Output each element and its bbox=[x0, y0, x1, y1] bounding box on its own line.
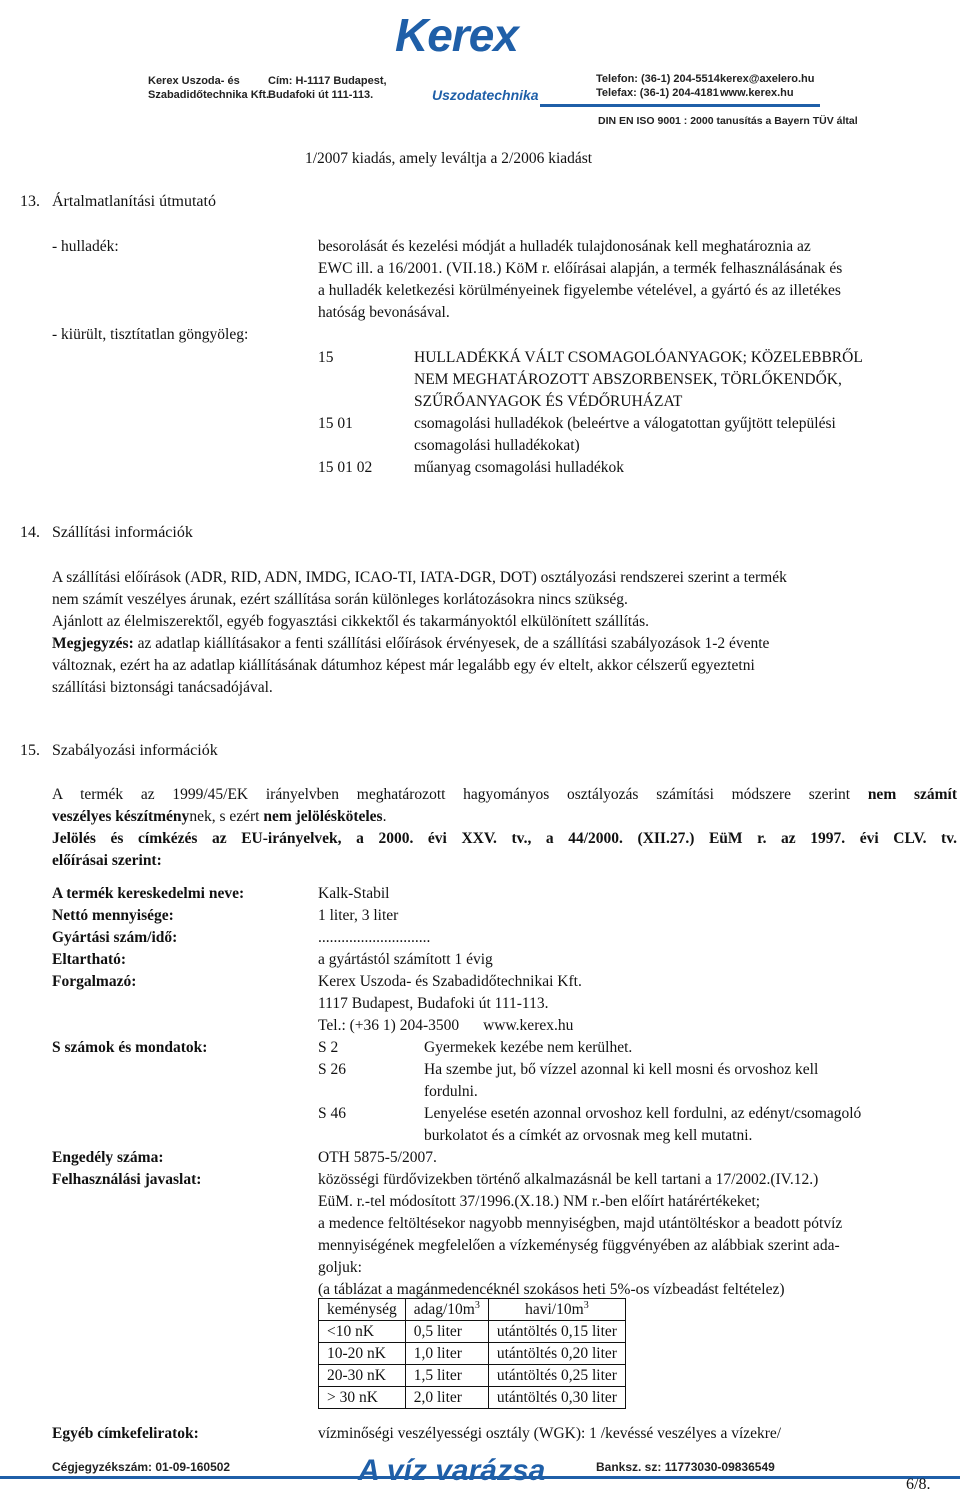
header-text: havi/10m bbox=[525, 1301, 584, 1318]
transport-line: változnak, ezért ha az adatlap kiállításának dátumhoz képest már legalább egy év eltelt, akkor célszerű egyeztetni bbox=[52, 657, 755, 674]
s-phrase-line: Lenyelése esetén azonnal orvoshoz kell fordulni, az edényt/csomagoló bbox=[424, 1105, 862, 1122]
other-label-text-value: vízminőségi veszélyességi osztály (WGK): 1 /kevéssé veszélyes a vízekre/ bbox=[318, 1425, 782, 1442]
distributor-web: www.kerex.hu bbox=[483, 1017, 574, 1034]
edition-text: 1/2007 kiadás, amely leváltja a 2/2006 kiadást bbox=[305, 150, 593, 167]
section-13-title: 13. Ártalmatlanítási útmutató bbox=[20, 193, 216, 210]
regulatory-line-2 bbox=[52, 806, 957, 828]
usage-line: (a táblázat a magánmedencéknél szokásos heti 5%-os vízbeadást feltételez) bbox=[318, 1281, 785, 1298]
transport-note bbox=[52, 633, 957, 655]
table-row bbox=[319, 1321, 626, 1343]
distributor-line: 1117 Budapest, Budafoki út 111-113. bbox=[318, 995, 549, 1012]
distributor-line: Kerex Uszoda- és Szabadidőtechnikai Kft. bbox=[318, 973, 582, 990]
iso-certification: DIN EN ISO 9001 : 2000 tanusítás a Bayern TÜV által bbox=[598, 115, 858, 127]
waste-text bbox=[318, 236, 958, 324]
packaging-label: - kiürült, tisztítatlan göngyöleg: bbox=[52, 326, 249, 343]
reg-bold: veszélyes készítmény bbox=[52, 808, 190, 825]
labeling-line-2: előírásai szerint: bbox=[52, 852, 162, 869]
table-header bbox=[405, 1299, 488, 1321]
reg-bold: nem számít bbox=[867, 786, 958, 803]
table-row bbox=[319, 1343, 626, 1365]
s-phrase-line: Ha szembe jut, bő vízzel azonnal ki kell mosni és orvoshoz kell bbox=[424, 1061, 819, 1078]
reg-text: nek, s ezért bbox=[189, 808, 264, 825]
table-cell: 10-20 nK bbox=[319, 1343, 406, 1365]
other-label-text-label: Egyéb címkefeliratok: bbox=[52, 1425, 199, 1442]
code-desc-line: NEM MEGHATÁROZOTT ABSZORBENSEK, TÖRLŐKENDŐK, bbox=[414, 371, 842, 388]
s-phrases-label: S számok és mondatok: bbox=[52, 1039, 208, 1056]
transport-text bbox=[52, 567, 957, 699]
waste-code-desc bbox=[414, 347, 959, 413]
permit-value: OTH 5875-5/2007. bbox=[318, 1149, 437, 1166]
table-header bbox=[488, 1299, 625, 1321]
header-text: adag/10m bbox=[413, 1301, 475, 1318]
company-line-2: Szabadidőtechnika Kft. bbox=[148, 89, 270, 101]
table-row bbox=[319, 1365, 626, 1387]
usage-line: közösségi fürdővizekben történő alkalmazásnál be kell tartani a 17/2002.(IV.12.) bbox=[318, 1171, 819, 1188]
waste-line: besorolását és kezelési módját a hulladék tulajdonosának kell meghatároznia az bbox=[318, 238, 811, 255]
s-phrase bbox=[424, 1059, 818, 1103]
reg-text: . bbox=[382, 808, 387, 825]
distributor-value bbox=[318, 971, 582, 1037]
s-code: S 2 bbox=[318, 1039, 339, 1056]
company-registration: Cégjegyzékszám: 01-09-160502 bbox=[52, 1460, 231, 1474]
regulatory-text bbox=[52, 784, 957, 872]
s-phrase: Gyermekek kezébe nem kerülhet. bbox=[424, 1039, 633, 1056]
table-cell: 0,5 liter bbox=[405, 1321, 488, 1343]
section-15-number: 15. bbox=[20, 742, 40, 759]
logo-subtitle: Uszodatechnika bbox=[432, 87, 539, 103]
usage-line: mennyiségének megfelelően a vízkeménység függvényében az alábbiak szerint ada- bbox=[318, 1237, 840, 1254]
table-cell: 20-30 nK bbox=[319, 1365, 406, 1387]
usage-line: EüM. r.-tel módosított 37/1996.(X.18.) NM r.-ben előírt határértékeket; bbox=[318, 1193, 761, 1210]
hardness-table bbox=[318, 1298, 626, 1409]
page-number: 6/8. bbox=[906, 1476, 931, 1493]
table-cell: > 30 nK bbox=[319, 1387, 406, 1409]
table-cell: utántöltés 0,25 liter bbox=[488, 1365, 625, 1387]
company-phones bbox=[596, 72, 720, 100]
reg-text: A termék az 1999/45/EK irányelvben meghatározott hagyományos osztályozás számítási módszere szerint bbox=[52, 786, 868, 803]
usage-line: goljuk: bbox=[318, 1259, 362, 1276]
section-15-title: Szabályozási információk bbox=[52, 742, 218, 759]
phone-line: Telefon: (36-1) 204-5514 bbox=[596, 73, 720, 85]
waste-label: - hulladék: bbox=[52, 238, 119, 255]
net-qty-value: 1 liter, 3 liter bbox=[318, 907, 399, 924]
transport-line: nem számít veszélyes árunak, ezért szállítása során különleges korlátozásokra nincs szükség. bbox=[52, 591, 628, 608]
batch-label: Gyártási szám/idő: bbox=[52, 929, 178, 946]
section-14-title: Szállítási információk bbox=[52, 524, 193, 541]
note-label: Megjegyzés: bbox=[52, 635, 134, 652]
waste-line: a hulladék keletkezési körülményeinek figyelembe vételével, a gyártó és az illetékes bbox=[318, 282, 841, 299]
email-text: kerex@axelero.hu bbox=[720, 73, 815, 85]
address-line-1: Cím: H-1117 Budapest, bbox=[268, 75, 387, 87]
distributor-label: Forgalmazó: bbox=[52, 973, 137, 990]
fax-line: Telefax: (36-1) 204-4181 bbox=[596, 87, 719, 99]
company-name bbox=[148, 74, 269, 102]
footer-slogan: A víz varázsa bbox=[358, 1454, 546, 1487]
s-code: S 26 bbox=[318, 1061, 346, 1078]
header-divider bbox=[540, 104, 820, 107]
shelf-life-label: Eltartható: bbox=[52, 951, 127, 968]
bank-account: Banksz. sz: 11773030-09836549 bbox=[596, 1460, 775, 1474]
product-name-value: Kalk-Stabil bbox=[318, 885, 390, 902]
table-header-row bbox=[319, 1299, 626, 1321]
net-qty-label: Nettó mennyisége: bbox=[52, 907, 174, 924]
code-desc-line: HULLADÉKKÁ VÁLT CSOMAGOLÓANYAGOK; KÖZELEBBRŐL bbox=[414, 349, 863, 366]
usage-line: a medence feltöltésekor nagyobb mennyiségben, majd utántöltéskor a beadott pótvíz bbox=[318, 1215, 843, 1232]
s-phrase bbox=[424, 1103, 861, 1147]
transport-line: A szállítási előírások (ADR, RID, ADN, IMDG, ICAO-TI, IATA-DGR, DOT) osztályozási rendszerei szerint a termék bbox=[52, 569, 787, 586]
transport-line: szállítási biztonsági tanácsadójával. bbox=[52, 679, 273, 696]
distributor-contact bbox=[318, 1015, 582, 1037]
company-logo: Kerex bbox=[395, 9, 518, 61]
transport-line: Ajánlott az élelmiszerektől, egyéb fogyasztási cikkektől és takarmányoktól elkülönített szállítás. bbox=[52, 613, 649, 630]
code-desc-line: csomagolási hulladékok (beleértve a válogatottan gyűjtött települési bbox=[414, 415, 836, 432]
table-header: keménység bbox=[319, 1299, 406, 1321]
permit-label: Engedély száma: bbox=[52, 1149, 164, 1166]
usage-label: Felhasználási javaslat: bbox=[52, 1171, 202, 1188]
batch-value: ............................. bbox=[318, 929, 431, 946]
code-desc-line: csomagolási hulladékokat) bbox=[414, 437, 580, 454]
waste-line: hatóság bevonásával. bbox=[318, 304, 450, 321]
waste-code-desc: műanyag csomagolási hulladékok bbox=[414, 459, 625, 476]
table-cell: 1,5 liter bbox=[405, 1365, 488, 1387]
table-cell: utántöltés 0,15 liter bbox=[488, 1321, 625, 1343]
table-cell: utántöltés 0,20 liter bbox=[488, 1343, 625, 1365]
distributor-phone: Tel.: (+36 1) 204-3500 bbox=[318, 1017, 460, 1034]
code-desc-line: SZŰRŐANYAGOK ÉS VÉDŐRUHÁZAT bbox=[414, 393, 683, 410]
product-name-label: A termék kereskedelmi neve: bbox=[52, 885, 245, 902]
section-14-number: 14. bbox=[20, 524, 40, 541]
table-cell: <10 nK bbox=[319, 1321, 406, 1343]
table-cell: utántöltés 0,30 liter bbox=[488, 1387, 625, 1409]
usage-text bbox=[318, 1169, 938, 1301]
waste-code: 15 01 02 bbox=[318, 459, 373, 476]
address-line-2: Budafoki út 111-113. bbox=[268, 89, 374, 101]
superscript: 3 bbox=[583, 1299, 589, 1311]
table-row bbox=[319, 1387, 626, 1409]
waste-code-desc bbox=[414, 413, 959, 457]
web-text: www.kerex.hu bbox=[720, 87, 794, 99]
company-address bbox=[268, 74, 387, 102]
regulatory-line-1 bbox=[52, 784, 957, 806]
waste-code: 15 bbox=[318, 349, 334, 366]
shelf-life-value: a gyártástól számított 1 évig bbox=[318, 951, 493, 968]
s-phrase-line: fordulni. bbox=[424, 1083, 478, 1100]
reg-bold: nem jelölésköteles bbox=[263, 808, 383, 825]
table-cell: 1,0 liter bbox=[405, 1343, 488, 1365]
waste-code: 15 01 bbox=[318, 415, 353, 432]
s-phrase-line: burkolatot és a címkét az orvosnak meg kell mutatni. bbox=[424, 1127, 753, 1144]
waste-line: EWC ill. a 16/2001. (VII.18.) KöM r. előírásai alapján, a termék felhasználásának és bbox=[318, 260, 843, 277]
labeling-line-1: Jelölés és címkézés az EU-irányelvek, a 2000. évi XXV. tv., a 44/2000. (XII.27.) EüM r. az 1997. évi CLV. tv. bbox=[52, 830, 957, 847]
s-code: S 46 bbox=[318, 1105, 346, 1122]
table-cell: 2,0 liter bbox=[405, 1387, 488, 1409]
superscript: 3 bbox=[474, 1299, 480, 1311]
note-text: az adatlap kiállításakor a fenti szállítási előírások érvényesek, de a szállítási szabályozások 1-2 évente bbox=[133, 635, 770, 652]
company-contacts bbox=[720, 72, 815, 100]
company-line-1: Kerex Uszoda- és bbox=[148, 75, 240, 87]
